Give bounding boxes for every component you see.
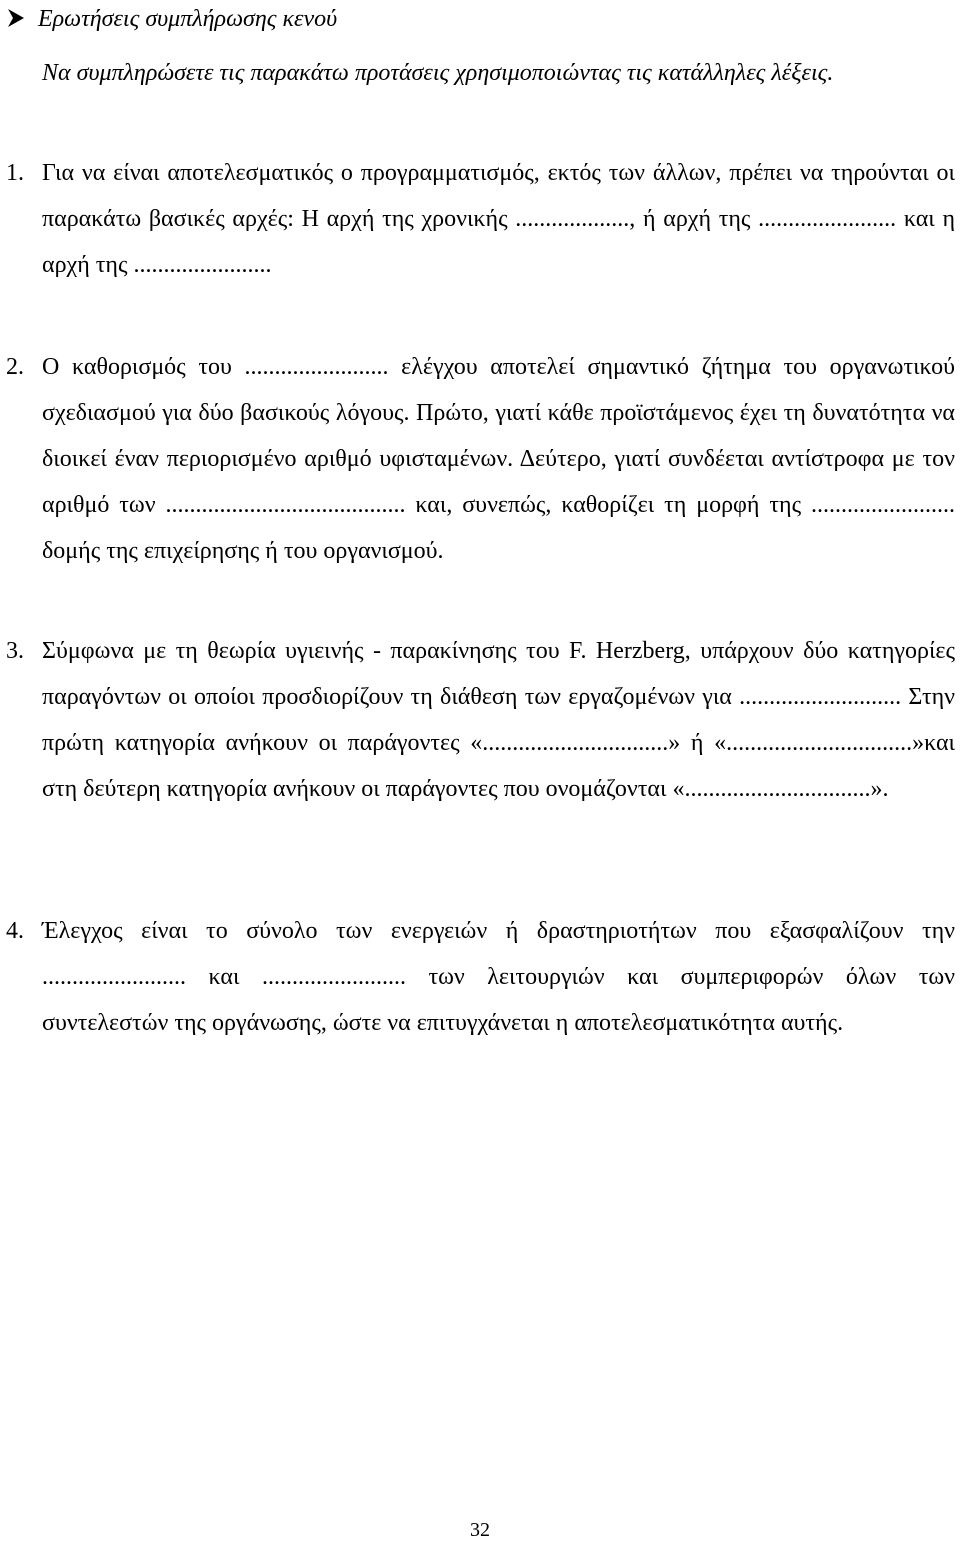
section-instructions: Να συμπληρώσετε τις παρακάτω προτάσεις χρησιμοποιώντας τις κατάλληλες λέξεις. [42, 60, 834, 86]
question-text: Για να είναι αποτελεσματικός ο προγραμματισμός, εκτός των άλλων, πρέπει να τηρούνται οι παρακάτω βασικές αρχές: Η αρχή της χρονικής ..................., ή αρχή της ....................... και η αρχή της ....................... [42, 160, 955, 278]
question-3 [6, 628, 955, 812]
question-number: 1. [6, 160, 24, 186]
section-heading [8, 2, 337, 36]
arrowhead-bullet-icon [8, 9, 24, 27]
question-text: Ο καθορισμός του ........................ ελέγχου αποτελεί σημαντικό ζήτημα του οργανωτικού σχεδιασμού για δύο βασικούς λόγους. Πρώτο, γιατί κάθε προϊστάμενος έχει τη δυνατότητα να διοικεί έναν περιορισμένο αριθμό υφισταμένων. Δεύτερο, γιατί συνδέεται αντίστροφα με τον αριθμό των ........................................ και, συνεπώς, καθορίζει τη μορφή της ........................ δομής της επιχείρησης ή του οργανισμού. [42, 354, 955, 564]
question-text: Σύμφωνα με τη θεωρία υγιεινής - παρακίνησης του F. Herzberg, υπάρχουν δύο κατηγορίες παραγόντων οι οποίοι προσδιορίζουν τη διάθεση των εργαζομένων για ........................... Στην πρώτη κατηγορία ανήκουν οι παράγοντες «...............................» ή «...............................»και στη δεύτερη κατηγορία ανήκουν οι παράγοντες που ονομάζονται «...............................». [42, 638, 955, 802]
question-number: 4. [6, 918, 24, 944]
page-number: 32 [470, 1519, 490, 1541]
question-4 [6, 908, 955, 1046]
section-title: Ερωτήσεις συμπλήρωσης κενού [38, 6, 338, 32]
question-number: 2. [6, 354, 24, 380]
question-number: 3. [6, 638, 24, 664]
question-2 [6, 344, 955, 574]
question-1 [6, 150, 955, 288]
question-text: Έλεγχος είναι το σύνολο των ενεργειών ή δραστηριοτήτων που εξασφαλίζουν την ........................ και ........................ των λειτουργιών και συμπεριφορών όλων των συντελεστών της οργάνωσης, ώστε να επιτυγχάνεται η αποτελεσματικότητα αυτής. [42, 918, 955, 1036]
